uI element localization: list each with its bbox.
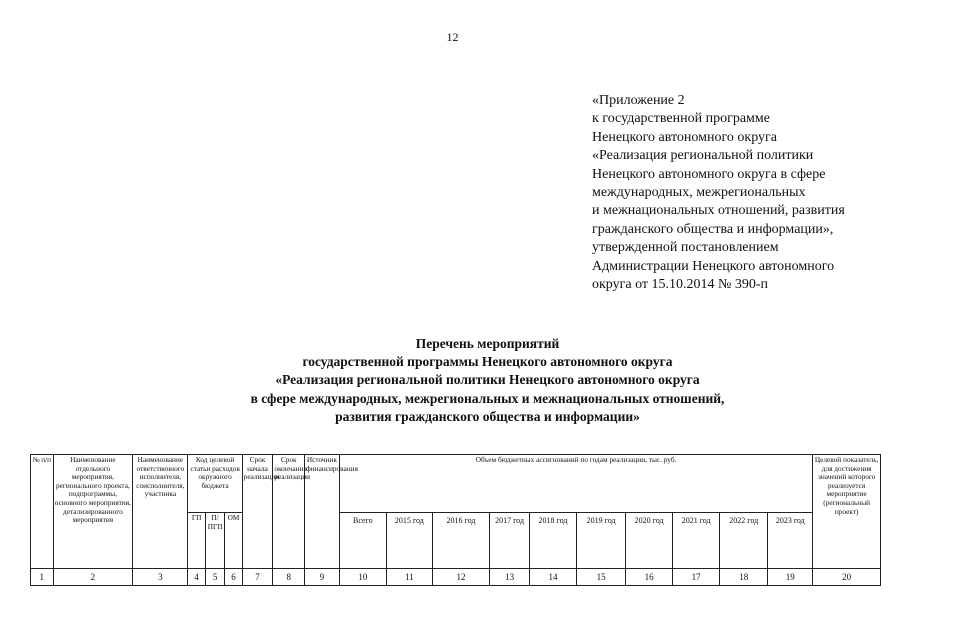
- appendix-line: международных, межрегиональных: [592, 185, 806, 201]
- column-number: 2: [53, 569, 133, 586]
- title-line: Перечень мероприятий: [415, 336, 560, 351]
- appendix-line: и межнациональных отношений, развития: [592, 203, 845, 219]
- appendix-header: [592, 92, 892, 294]
- column-number: 5: [205, 569, 224, 586]
- title-line: развития гражданского общества и информации»: [335, 408, 640, 424]
- title-line: государственной программы Ненецкого автономного округа: [302, 354, 673, 370]
- appendix-line: Ненецкого автономного округа: [592, 129, 777, 145]
- header-measure-name: Наименование отдельного мероприятия, регионального проекта, подпрограммы, основного мероприятия, детализированного мероприятия: [53, 455, 133, 569]
- header-year: 2016 год: [432, 513, 489, 569]
- appendix-line: «Реализация региональной политики: [592, 148, 814, 164]
- header-start-date: Срок начала реализации: [242, 455, 273, 569]
- appendix-line: гражданского общества и информации»,: [592, 221, 834, 237]
- header-year: 2022 год: [720, 513, 768, 569]
- header-year: 2018 год: [530, 513, 577, 569]
- header-funding-source: Источник финансирования: [305, 455, 340, 569]
- header-ppgp: П/ ПГП: [205, 513, 224, 569]
- appendix-line: округа от 15.10.2014 № 390-п: [592, 277, 769, 293]
- measures-table: [30, 454, 881, 586]
- header-end-date: Срок окончания реализации: [273, 455, 305, 569]
- appendix-line: Администрации Ненецкого автономного: [592, 258, 835, 274]
- header-target-indicator: Целевой показатель, для достижения значений которого реализуется мероприятие (региональный проект): [813, 455, 881, 569]
- appendix-line: к государственной программе: [592, 111, 770, 127]
- header-year: 2021 год: [673, 513, 720, 569]
- column-number: 10: [339, 569, 386, 586]
- appendix-line: Ненецкого автономного округа в сфере: [592, 166, 826, 182]
- column-number: 17: [673, 569, 720, 586]
- header-total: Всего: [339, 513, 386, 569]
- appendix-line: утвержденной постановлением: [592, 240, 779, 256]
- column-number: 19: [768, 569, 813, 586]
- title-line: в сфере международных, межрегиональных и межнациональных отношений,: [250, 390, 725, 406]
- column-number: 8: [273, 569, 305, 586]
- header-budget-volume: Объем бюджетных ассигнований по годам реализации, тыс. руб.: [339, 455, 813, 513]
- header-num: № п/п: [31, 455, 54, 569]
- title-line: «Реализация региональной политики Ненецкого автономного округа: [275, 372, 700, 388]
- header-year: 2023 год: [768, 513, 813, 569]
- column-number: 3: [133, 569, 188, 586]
- column-number: 4: [188, 569, 205, 586]
- column-number: 15: [577, 569, 626, 586]
- document-title: [0, 335, 975, 426]
- page-number: 12: [446, 30, 459, 44]
- column-number: 6: [225, 569, 242, 586]
- column-number: 13: [490, 569, 530, 586]
- header-year: 2015 год: [386, 513, 432, 569]
- appendix-line: «Приложение 2: [592, 93, 685, 108]
- header-year: 2019 год: [577, 513, 626, 569]
- column-number: 12: [432, 569, 489, 586]
- column-number: 9: [305, 569, 340, 586]
- header-year: 2020 год: [626, 513, 673, 569]
- header-budget-code: Код целевой статьи расходов окружного бюджета: [188, 455, 242, 513]
- column-number: 11: [386, 569, 432, 586]
- column-number: 14: [530, 569, 577, 586]
- column-number: 18: [720, 569, 768, 586]
- column-number: 1: [31, 569, 54, 586]
- header-om: ОМ: [225, 513, 242, 569]
- column-number: 16: [626, 569, 673, 586]
- column-number: 7: [242, 569, 273, 586]
- column-number: 20: [813, 569, 881, 586]
- header-gp: ГП: [188, 513, 205, 569]
- header-executor: Наименование ответственного исполнителя, соисполнителя, участника: [133, 455, 188, 569]
- header-year: 2017 год: [490, 513, 530, 569]
